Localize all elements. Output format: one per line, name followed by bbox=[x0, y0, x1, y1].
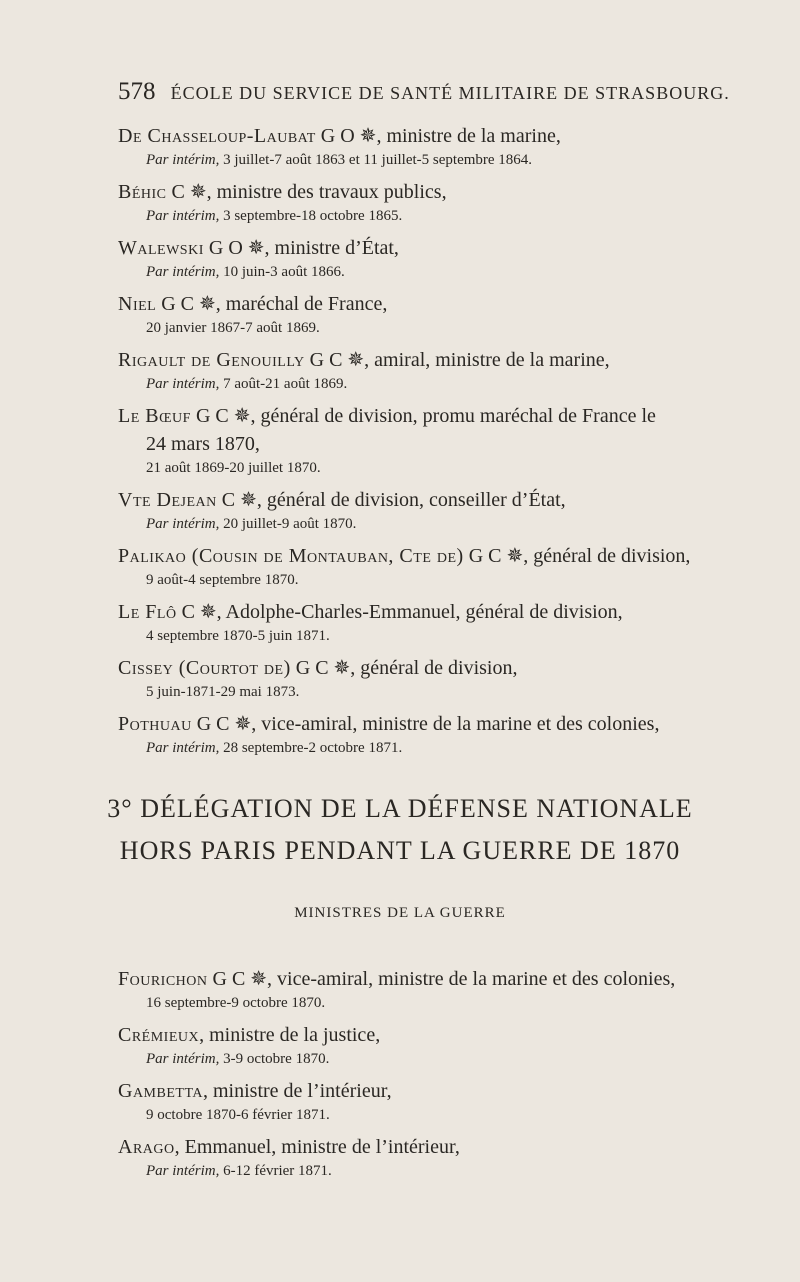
entry-date-line bbox=[118, 1161, 758, 1181]
entry-name-line bbox=[118, 1133, 758, 1161]
entry-date: 7 août-21 août 1869. bbox=[219, 376, 348, 392]
entry-date-line bbox=[118, 1049, 758, 1069]
entry-date: 9 octobre 1870-6 février 1871. bbox=[146, 1107, 330, 1123]
entry bbox=[118, 654, 738, 702]
entry-name-line bbox=[118, 1077, 758, 1105]
entry bbox=[118, 542, 738, 590]
entry-name-line bbox=[118, 178, 738, 206]
entry-date: 4 septembre 1870-5 juin 1871. bbox=[146, 628, 330, 644]
entry-name-line bbox=[118, 965, 758, 993]
entry-date-prefix: Par intérim, bbox=[146, 264, 220, 280]
entry bbox=[118, 178, 738, 226]
entry bbox=[118, 710, 738, 758]
entry-date-line bbox=[118, 570, 738, 590]
entry-title: G O ✵, ministre d’État, bbox=[203, 237, 399, 259]
entry-name: Béhic bbox=[118, 181, 167, 203]
entry-date-line bbox=[118, 682, 738, 702]
entry-title: , Emmanuel, ministre de l’intérieur, bbox=[174, 1136, 460, 1158]
entry-name: Rigault de Genouilly bbox=[118, 349, 305, 371]
entry-title: , ministre de la justice, bbox=[199, 1024, 381, 1046]
entry-date: 9 août-4 septembre 1870. bbox=[146, 572, 299, 588]
entry-date: 21 août 1869-20 juillet 1870. bbox=[146, 460, 321, 476]
entry-date: 20 juillet-9 août 1870. bbox=[219, 516, 357, 532]
entry-name-line bbox=[118, 598, 738, 626]
entry-date-prefix: Par intérim, bbox=[146, 376, 220, 392]
entry-name: Pothuau bbox=[118, 713, 192, 735]
section-subtitle: MINISTRES DE LA GUERRE bbox=[294, 905, 506, 921]
entry bbox=[118, 290, 738, 338]
entry-title: C ✵, ministre des travaux publics, bbox=[166, 181, 447, 203]
entry-date-prefix: Par intérim, bbox=[146, 516, 220, 532]
running-header bbox=[118, 78, 738, 106]
entry-date-prefix: Par intérim, bbox=[146, 152, 220, 168]
entry-continuation: 24 mars 1870, bbox=[146, 433, 260, 455]
entry-date-line bbox=[118, 374, 738, 394]
entry-name-line bbox=[118, 122, 738, 150]
entry bbox=[118, 486, 738, 534]
entry-title: G C ✵, vice-amiral, ministre de la marine et des colonies, bbox=[191, 713, 660, 735]
entry bbox=[118, 1133, 758, 1181]
entry-date: 6-12 février 1871. bbox=[219, 1163, 332, 1179]
entry-title: G C ✵, général de division, bbox=[290, 657, 518, 679]
entry bbox=[118, 1021, 758, 1069]
entry-date-line bbox=[118, 262, 738, 282]
section-title-line-2: HORS PARIS PENDANT LA GUERRE DE 1870 bbox=[119, 836, 681, 865]
entry-name: Vte Dejean bbox=[118, 489, 217, 511]
entry-name-line bbox=[118, 542, 738, 570]
entry bbox=[118, 346, 738, 394]
entry-name-line bbox=[118, 710, 738, 738]
entry-name-line bbox=[118, 290, 738, 318]
entry-title: G C ✵, général de division, bbox=[463, 545, 691, 567]
entry-title: G C ✵, vice-amiral, ministre de la marine et des colonies, bbox=[207, 968, 676, 990]
entry bbox=[118, 1077, 758, 1125]
entry-date-prefix: Par intérim, bbox=[146, 1051, 220, 1067]
entry-date-line bbox=[118, 1105, 758, 1125]
entry-date-line bbox=[118, 458, 738, 478]
entry-name: Palikao (Cousin de Montauban, Cte de) bbox=[118, 545, 464, 567]
entry-date: 3-9 octobre 1870. bbox=[219, 1051, 330, 1067]
entries-list-2 bbox=[118, 965, 758, 1189]
entry-title: C ✵, général de division, conseiller d’État, bbox=[216, 489, 566, 511]
entry-date: 5 juin-1871-29 mai 1873. bbox=[146, 684, 300, 700]
entry-name: Walewski bbox=[118, 237, 204, 259]
entry-name: De Chasseloup-Laubat bbox=[118, 125, 316, 147]
entry-name: Le Flô bbox=[118, 601, 177, 623]
entry-name: Le Bœuf bbox=[118, 405, 191, 427]
entry-name: Cissey (Courtot de) bbox=[118, 657, 291, 679]
entry-name: Arago bbox=[118, 1136, 175, 1158]
entry bbox=[118, 402, 738, 478]
entry-name-line bbox=[118, 402, 738, 430]
section-title-line-1: 3° DÉLÉGATION DE LA DÉFENSE NATIONALE bbox=[107, 794, 693, 823]
entry-date-line bbox=[118, 318, 738, 338]
entry bbox=[118, 965, 758, 1013]
entry-date-prefix: Par intérim, bbox=[146, 208, 220, 224]
entry-title: C ✵, Adolphe-Charles-Emmanuel, général de division, bbox=[176, 601, 623, 623]
entry-date-line bbox=[118, 993, 758, 1013]
entry-date: 10 juin-3 août 1866. bbox=[219, 264, 345, 280]
entry-date-line bbox=[118, 626, 738, 646]
entry-name: Niel bbox=[118, 293, 157, 315]
entry-title: G C ✵, général de division, promu maréchal de France le bbox=[190, 405, 656, 427]
entry-name-line bbox=[118, 1021, 758, 1049]
entry bbox=[118, 598, 738, 646]
entry-name: Gambetta bbox=[118, 1080, 203, 1102]
entry-title: G C ✵, maréchal de France, bbox=[156, 293, 388, 315]
entry-name-line bbox=[118, 654, 738, 682]
entries-list-1 bbox=[118, 122, 738, 766]
entry-title: , ministre de l’intérieur, bbox=[202, 1080, 392, 1102]
entry-date-line bbox=[118, 738, 738, 758]
entry-date-line bbox=[118, 150, 738, 170]
entry bbox=[118, 122, 738, 170]
entry-title: G C ✵, amiral, ministre de la marine, bbox=[304, 349, 610, 371]
entry-date-prefix: Par intérim, bbox=[146, 1163, 220, 1179]
entry-date: 3 septembre-18 octobre 1865. bbox=[219, 208, 403, 224]
entry-name-line bbox=[118, 346, 738, 374]
entry-title: G O ✵, ministre de la marine, bbox=[315, 125, 561, 147]
entry-name-line bbox=[118, 486, 738, 514]
entry-date: 16 septembre-9 octobre 1870. bbox=[146, 995, 326, 1011]
entry-date-prefix: Par intérim, bbox=[146, 740, 220, 756]
entry-date-line bbox=[118, 514, 738, 534]
entry-name: Crémieux bbox=[118, 1024, 200, 1046]
entry-name-line bbox=[118, 234, 738, 262]
page-number: 578 bbox=[118, 78, 156, 105]
running-title: ÉCOLE DU SERVICE DE SANTÉ MILITAIRE DE STRASBOURG. bbox=[170, 83, 730, 103]
entry-date: 20 janvier 1867-7 août 1869. bbox=[146, 320, 320, 336]
entry bbox=[118, 234, 738, 282]
entry-date-line bbox=[118, 206, 738, 226]
entry-name: Fourichon bbox=[118, 968, 208, 990]
entry-date: 3 juillet-7 août 1863 et 11 juillet-5 septembre 1864. bbox=[219, 152, 533, 168]
entry-date: 28 septembre-2 octobre 1871. bbox=[219, 740, 403, 756]
